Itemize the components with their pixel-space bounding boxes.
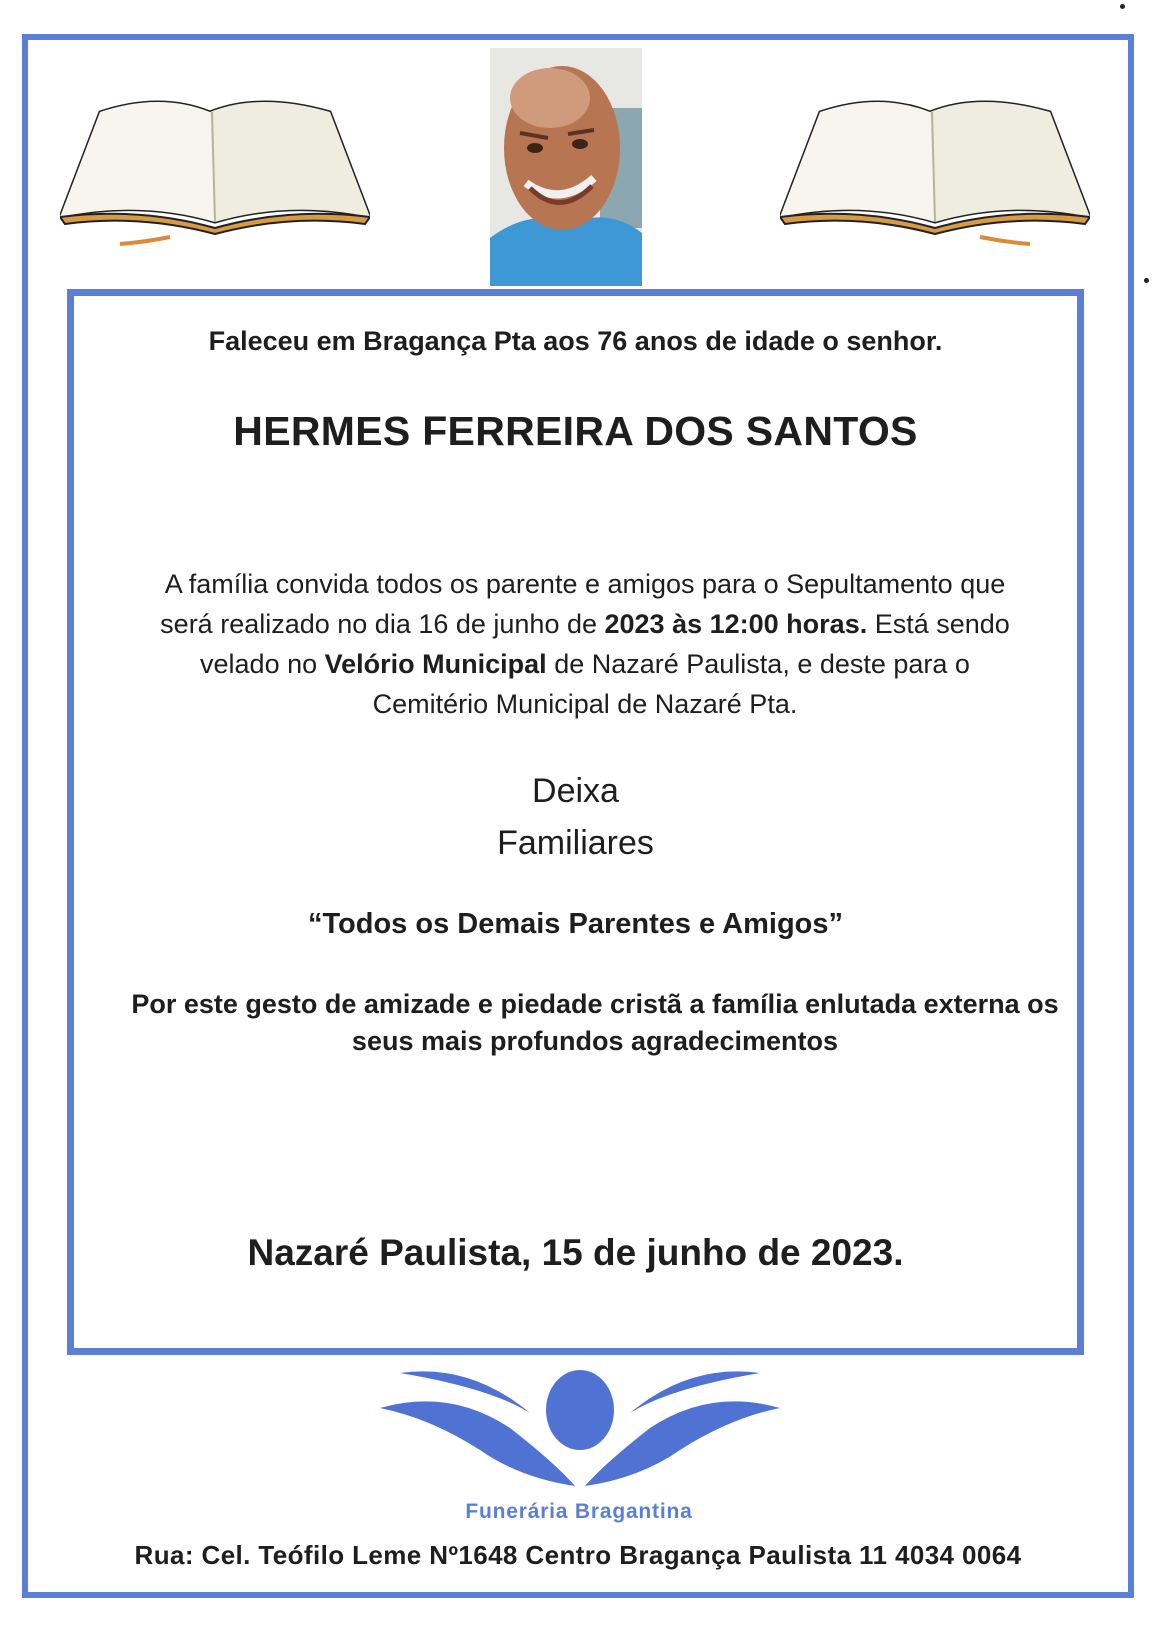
invitation-year: 2023 (604, 609, 665, 639)
company-name: Funerária Bragantina (465, 1500, 693, 1523)
scan-speck (1120, 4, 1125, 9)
invitation-venue: Velório Municipal (324, 649, 547, 679)
open-bible-icon (60, 72, 370, 252)
invitation-part3: de Nazaré Paulista, e deste para o Cemitério Municipal de Nazaré Pta. (372, 649, 970, 719)
invitation-time: às 12:00 horas. (672, 609, 868, 639)
open-bible-icon (780, 72, 1090, 252)
funeral-home-logo-icon (380, 1368, 780, 1488)
intro-text: Faleceu em Bragança Pta aos 76 anos de idade o senhor. (208, 326, 943, 356)
deceased-name: HERMES FERREIRA DOS SANTOS (233, 408, 918, 454)
company-address: Rua: Cel. Teófilo Leme Nº1648 Centro Bragança Paulista 11 4034 0064 (134, 1540, 1022, 1570)
invitation-part2: Está sendo velado no (200, 609, 1010, 679)
deceased-photo (490, 48, 642, 286)
thanks-text: Por este gesto de amizade e piedade cristã a família enlutada externa os seus mais profundos agradecimentos (131, 989, 1059, 1056)
quote-text: “Todos os Demais Parentes e Amigos” (307, 908, 844, 940)
leaves-value: Familiares (497, 824, 654, 862)
dateline: Nazaré Paulista, 15 de junho de 2023. (247, 1232, 904, 1273)
leaves-label: Deixa (532, 772, 619, 810)
invitation-part1: A família convida todos os parente e amigos para o Sepultamento que será realizado no dia 16 de junho de (160, 569, 1006, 639)
invitation-paragraph (150, 564, 1020, 724)
scan-speck (1144, 278, 1149, 283)
